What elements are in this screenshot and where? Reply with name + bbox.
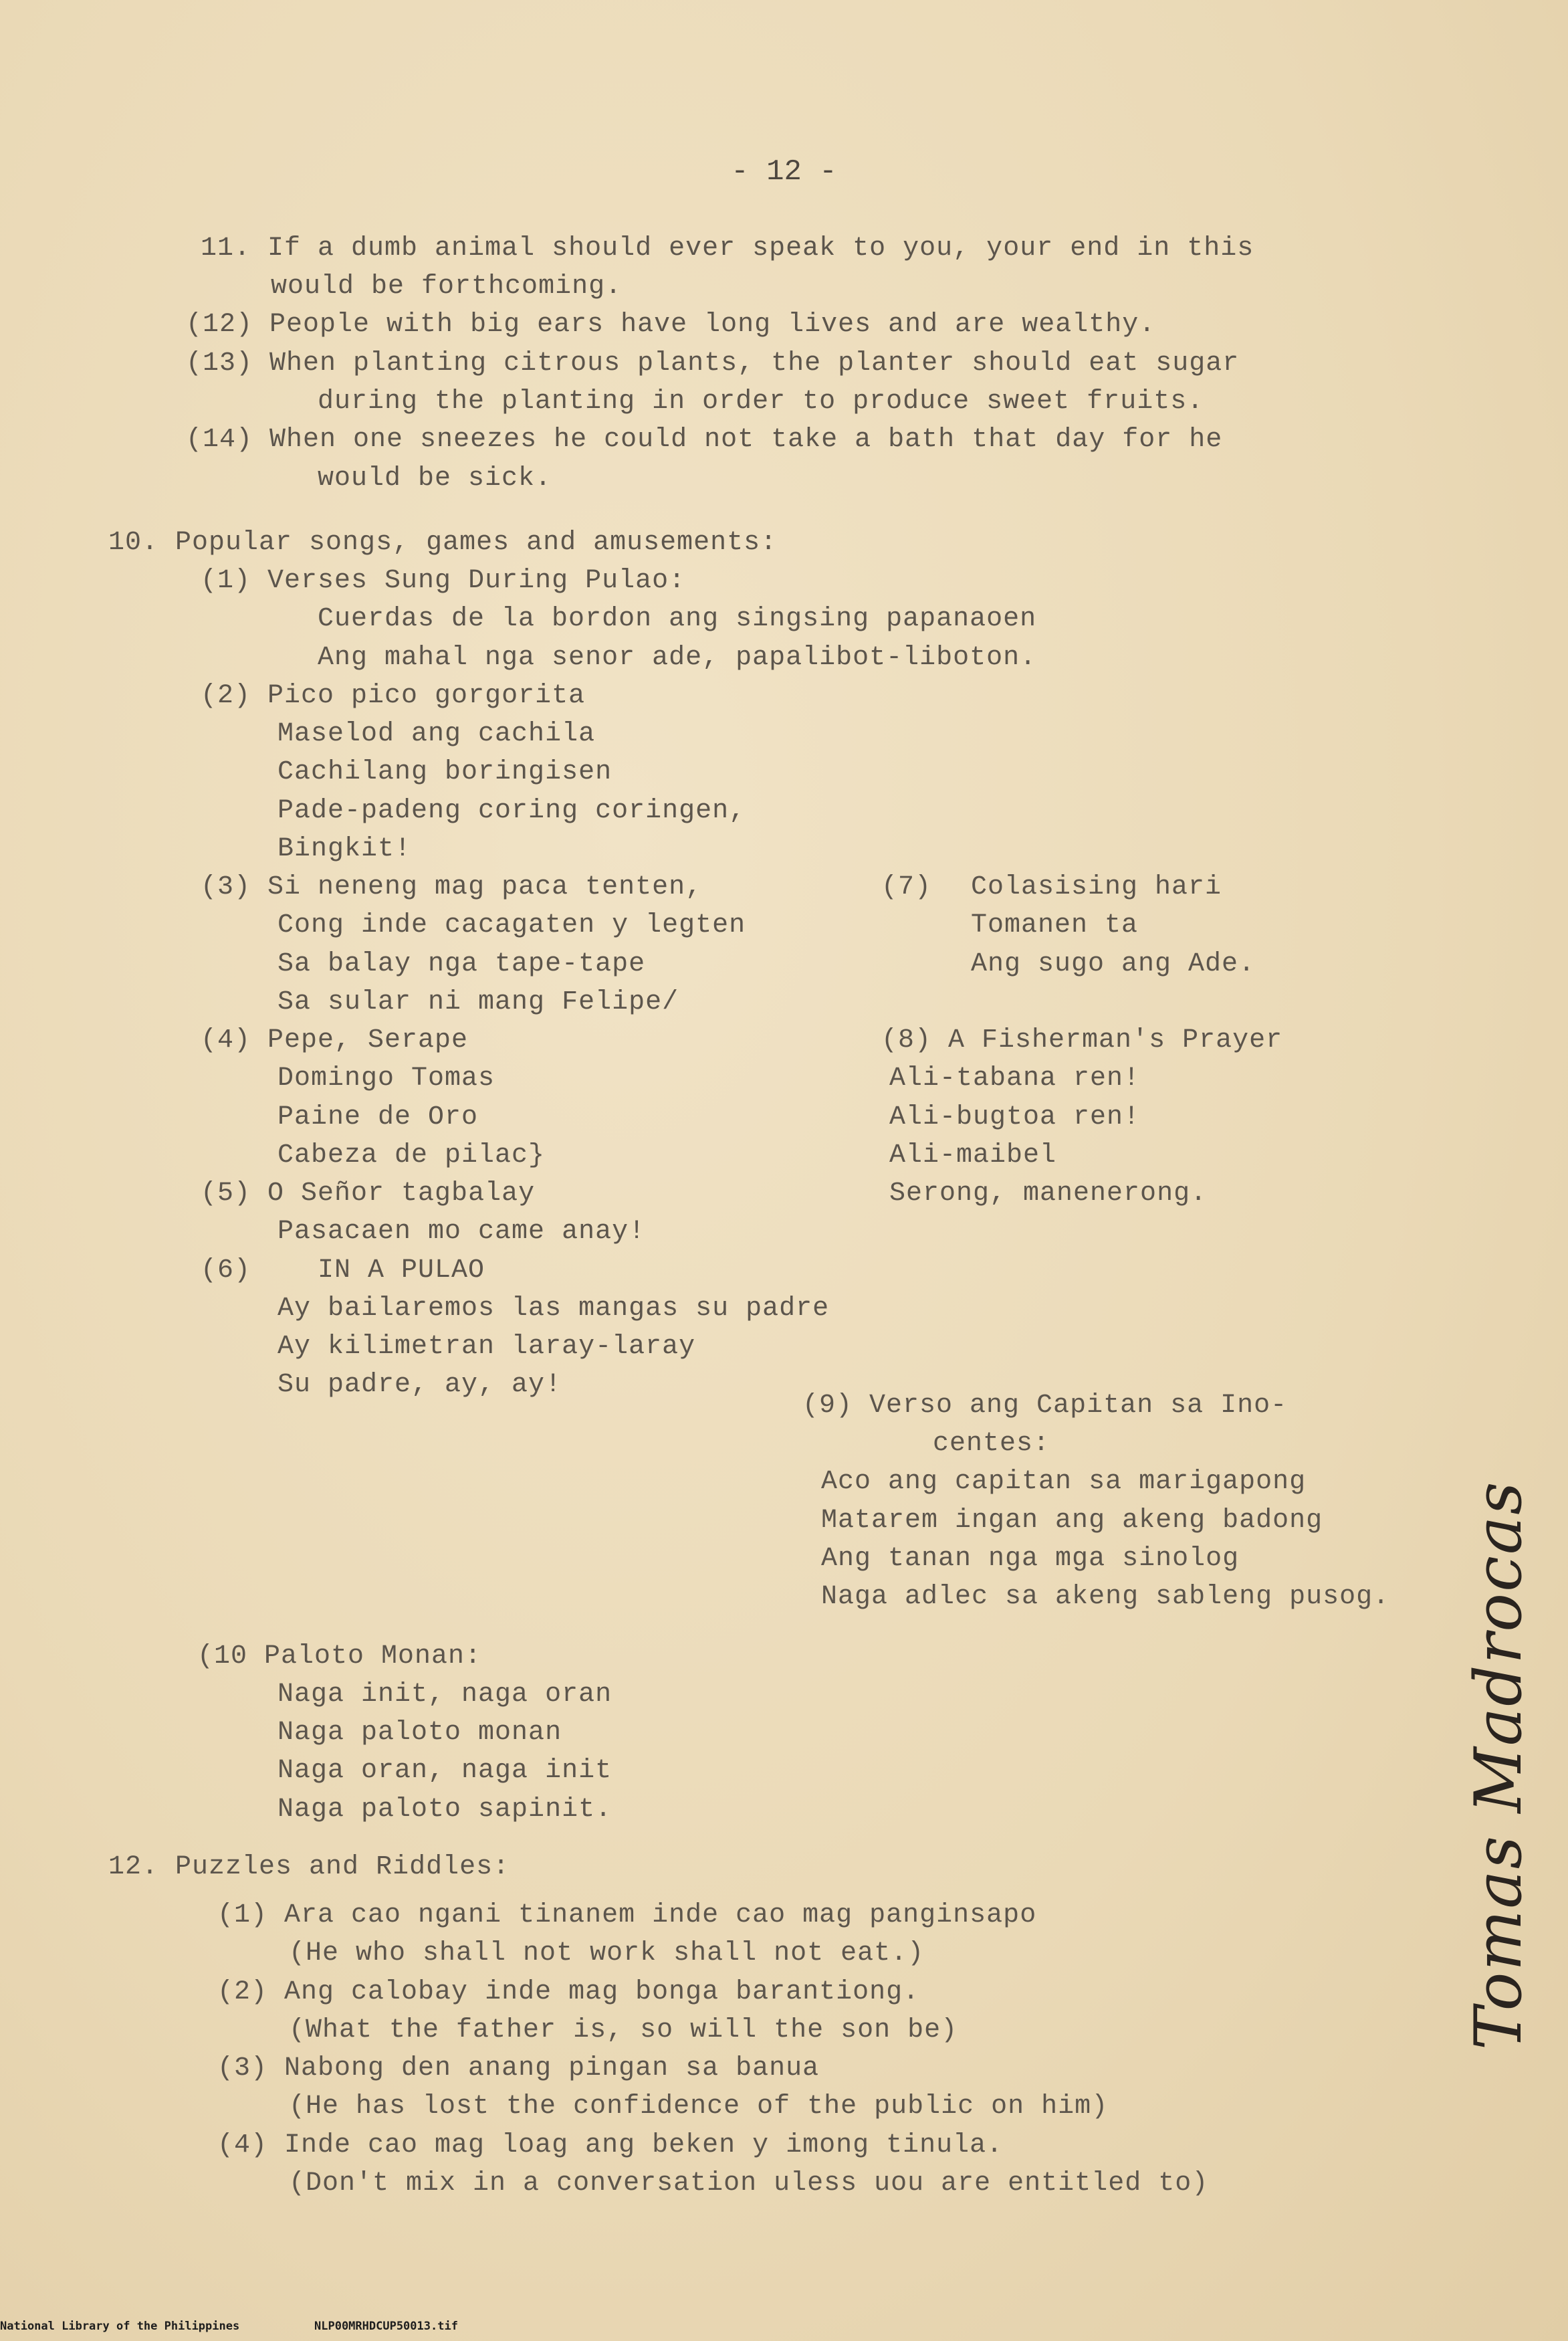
text-line: Ay kilimetran laray-laray bbox=[277, 1332, 696, 1362]
text-line: (3) Si neneng mag paca tenten, bbox=[201, 872, 703, 902]
handwritten-signature: Tomas Madrocas bbox=[1461, 1480, 1536, 2050]
text-line: (13) When planting citrous plants, the planter should eat sugar bbox=[186, 348, 1240, 379]
text-line: would be forthcoming. bbox=[271, 272, 623, 302]
text-line: (4) Pepe, Serape bbox=[201, 1025, 469, 1055]
text-line: Tomanen ta bbox=[971, 910, 1139, 940]
footer-archive: National Library of the Philippines bbox=[0, 2320, 240, 2333]
text-line: (He has lost the confidence of the public on him) bbox=[289, 2092, 1109, 2122]
text-line: Ali-tabana ren! bbox=[889, 1063, 1141, 1094]
text-line: (10 Paloto Monan: bbox=[197, 1641, 482, 1671]
text-line: (2) Pico pico gorgorita bbox=[201, 681, 586, 711]
text-line: Cachilang boringisen bbox=[277, 757, 612, 787]
text-line: (6) bbox=[201, 1255, 251, 1286]
text-line: Maselod ang cachila bbox=[277, 719, 596, 749]
text-line: Naga paloto monan bbox=[277, 1718, 562, 1748]
text-line: Naga init, naga oran bbox=[277, 1680, 612, 1710]
text-line: (Don't mix in a conversation uless uou are entitled to) bbox=[289, 2168, 1209, 2199]
text-line: Naga paloto sapinit. bbox=[277, 1795, 612, 1825]
text-line: Pade-padeng coring coringen, bbox=[277, 796, 746, 826]
text-line: centes: bbox=[933, 1429, 1050, 1459]
text-line: (What the father is, so will the son be) bbox=[289, 2015, 958, 2045]
text-line: (5) O Señor tagbalay bbox=[201, 1179, 536, 1209]
footer-filename: NLP00MRHDCUP50013.tif bbox=[314, 2320, 458, 2333]
section-heading: 10. Popular songs, games and amusements: bbox=[108, 528, 778, 558]
text-line: (2) Ang calobay inde mag bonga barantiong. bbox=[217, 1977, 920, 2007]
text-line: Ay bailaremos las mangas su padre bbox=[277, 1294, 830, 1324]
text-line: Ang sugo ang Ade. bbox=[971, 949, 1256, 979]
text-line: (1) Verses Sung During Pulao: bbox=[201, 566, 686, 596]
text-line: Sa sular ni mang Felipe/ bbox=[277, 987, 679, 1017]
text-line: Cong inde cacagaten y legten bbox=[277, 910, 746, 940]
text-line: (9) Verso ang Capitan sa Ino- bbox=[802, 1391, 1288, 1421]
text-line: Bingkit! bbox=[277, 834, 412, 864]
text-line: Matarem ingan ang akeng badong bbox=[821, 1506, 1323, 1536]
text-line: (12) People with big ears have long lives and are wealthy. bbox=[186, 310, 1156, 340]
text-line: (He who shall not work shall not eat.) bbox=[289, 1938, 925, 1968]
text-line: (4) Inde cao mag loag ang beken y imong tinula. bbox=[217, 2130, 1004, 2160]
section-heading: 12. Puzzles and Riddles: bbox=[108, 1852, 510, 1882]
text-line: (1) Ara cao ngani tinanem inde cao mag panginsapo bbox=[217, 1900, 1037, 1930]
text-line: Aco ang capitan sa marigapong bbox=[821, 1467, 1307, 1497]
text-line: (3) Nabong den anang pingan sa banua bbox=[217, 2053, 820, 2083]
text-line: Cuerdas de la bordon ang singsing papanaoen bbox=[318, 604, 1037, 634]
text-line: 11. If a dumb animal should ever speak to you, your end in this bbox=[201, 233, 1254, 264]
text-line: (7) bbox=[881, 872, 932, 902]
text-line: Domingo Tomas bbox=[277, 1063, 495, 1094]
text-line: during the planting in order to produce sweet fruits. bbox=[318, 387, 1204, 417]
text-line: Serong, manenerong. bbox=[889, 1179, 1208, 1209]
text-line: would be sick. bbox=[318, 464, 552, 494]
text-line: Ang mahal nga senor ade, papalibot-liboton. bbox=[318, 643, 1037, 673]
text-line: Naga oran, naga init bbox=[277, 1756, 612, 1786]
text-line: Ang tanan nga mga sinolog bbox=[821, 1544, 1240, 1574]
text-line: Su padre, ay, ay! bbox=[277, 1370, 562, 1400]
text-line: (8) A Fisherman's Prayer bbox=[881, 1025, 1283, 1055]
text-line: Sa balay nga tape-tape bbox=[277, 949, 646, 979]
text-line: Paine de Oro bbox=[277, 1102, 479, 1132]
text-line: Cabeza de pilac} bbox=[277, 1140, 546, 1170]
text-line: Pasacaen mo came anay! bbox=[277, 1217, 646, 1247]
text-line: IN A PULAO bbox=[318, 1255, 485, 1286]
text-line: Colasising hari bbox=[971, 872, 1222, 902]
text-line: Ali-bugtoa ren! bbox=[889, 1102, 1141, 1132]
text-line: Naga adlec sa akeng sableng pusog. bbox=[821, 1582, 1390, 1612]
page-number: - 12 - bbox=[731, 155, 837, 189]
text-line: Ali-maibel bbox=[889, 1140, 1057, 1170]
text-line: (14) When one sneezes he could not take a bath that day for he bbox=[186, 425, 1223, 455]
